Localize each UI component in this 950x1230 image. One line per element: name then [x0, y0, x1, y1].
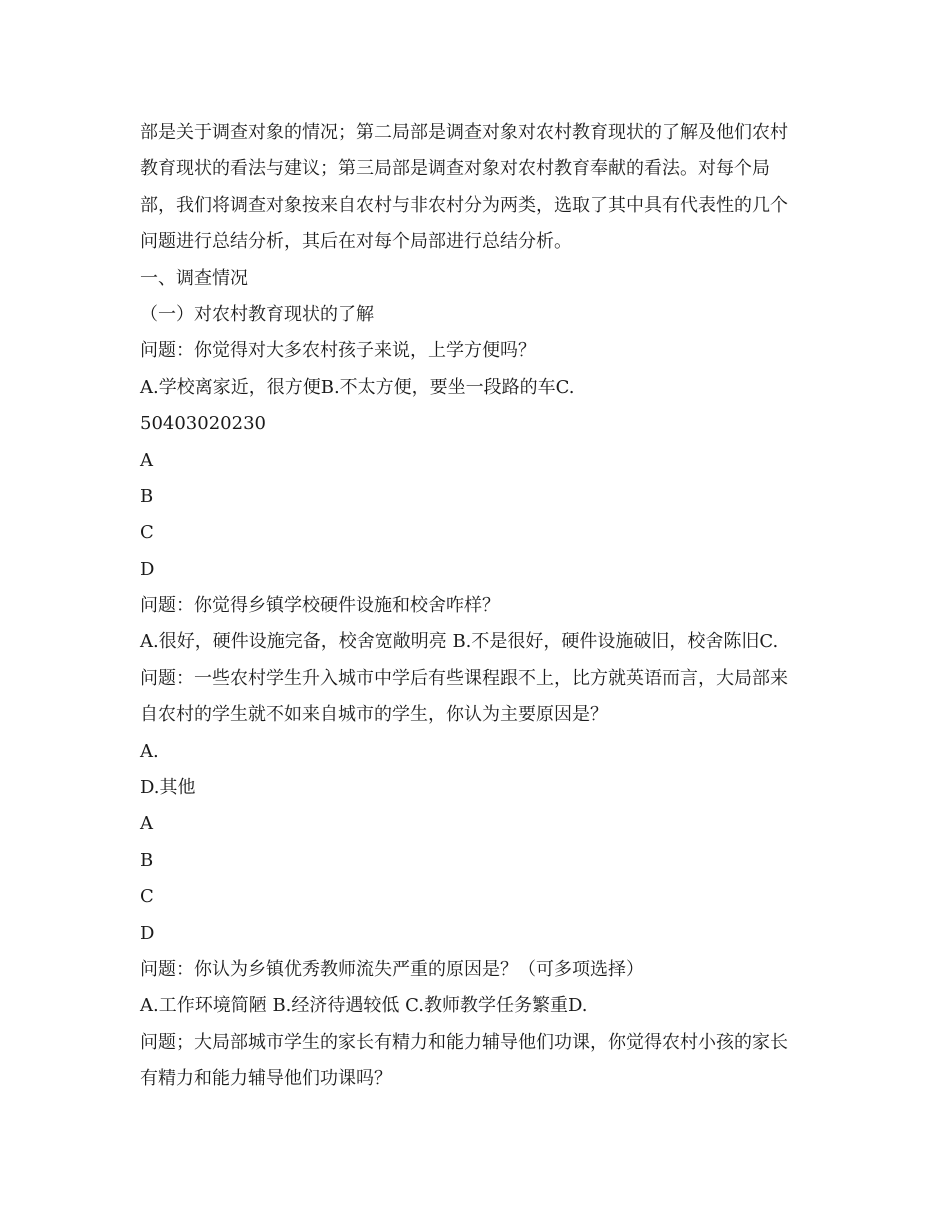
chart-category-label: B [140, 849, 154, 871]
document-body [140, 115, 830, 1098]
answer-options: A.很好，硬件设施完备，校舍宽敞明亮 B.不是很好，硬件设施破旧，校舍陈旧C. [140, 631, 779, 653]
chart-axis-values: 50403020230 [140, 413, 266, 435]
question-text: 问题：一些农村学生升入城市中学后有些课程跟不上，比方就英语而言，大局部来 [140, 667, 788, 689]
paragraph-line: 部，我们将调查对象按来自农村与非农村分为两类，选取了其中具有代表性的几个 [140, 194, 788, 216]
answer-options: D.其他 [140, 777, 196, 799]
paragraph-line: 部是关于调查对象的情况；第二局部是调查对象对农村教育现状的了解及他们农村 [140, 122, 788, 143]
chart-category-label: D [140, 558, 155, 580]
paragraph-line: 问题进行总结分析，其后在对每个局部进行总结分析。 [140, 231, 572, 253]
answer-options: A.学校离家近，很方便B.不太方便，要坐一段路的车C. [140, 376, 575, 398]
chart-category-label: B [140, 485, 154, 507]
section-heading: 一、调查情况 [140, 267, 248, 289]
question-text: 有精力和能力辅导他们功课吗？ [140, 1068, 392, 1090]
question-text: 自农村的学生就不如来自城市的学生，你认为主要原因是？ [140, 704, 608, 726]
question-text: 问题：你觉得乡镇学校硬件设施和校舍咋样？ [140, 595, 500, 617]
subsection-heading: （一）对农村教育现状的了解 [140, 303, 374, 325]
answer-options: A.工作环境简陋 B.经济待遇较低 C.教师教学任务繁重D. [140, 995, 588, 1017]
question-text: 问题；大局部城市学生的家长有精力和能力辅导他们功课，你觉得农村小孩的家长 [140, 1031, 788, 1053]
chart-category-label: C [140, 522, 154, 544]
paragraph-line: 教育现状的看法与建议；第三局部是调查对象对农村教育奉献的看法。对每个局 [140, 158, 770, 180]
chart-category-label: D [140, 922, 155, 944]
question-text: 问题：你觉得对大多农村孩子来说，上学方便吗？ [140, 340, 536, 362]
answer-options: A. [140, 740, 159, 762]
question-text: 问题：你认为乡镇优秀教师流失严重的原因是？（可多项选择） [140, 958, 644, 980]
chart-category-label: A [140, 449, 153, 471]
chart-category-label: A [140, 813, 153, 835]
chart-category-label: C [140, 886, 154, 908]
